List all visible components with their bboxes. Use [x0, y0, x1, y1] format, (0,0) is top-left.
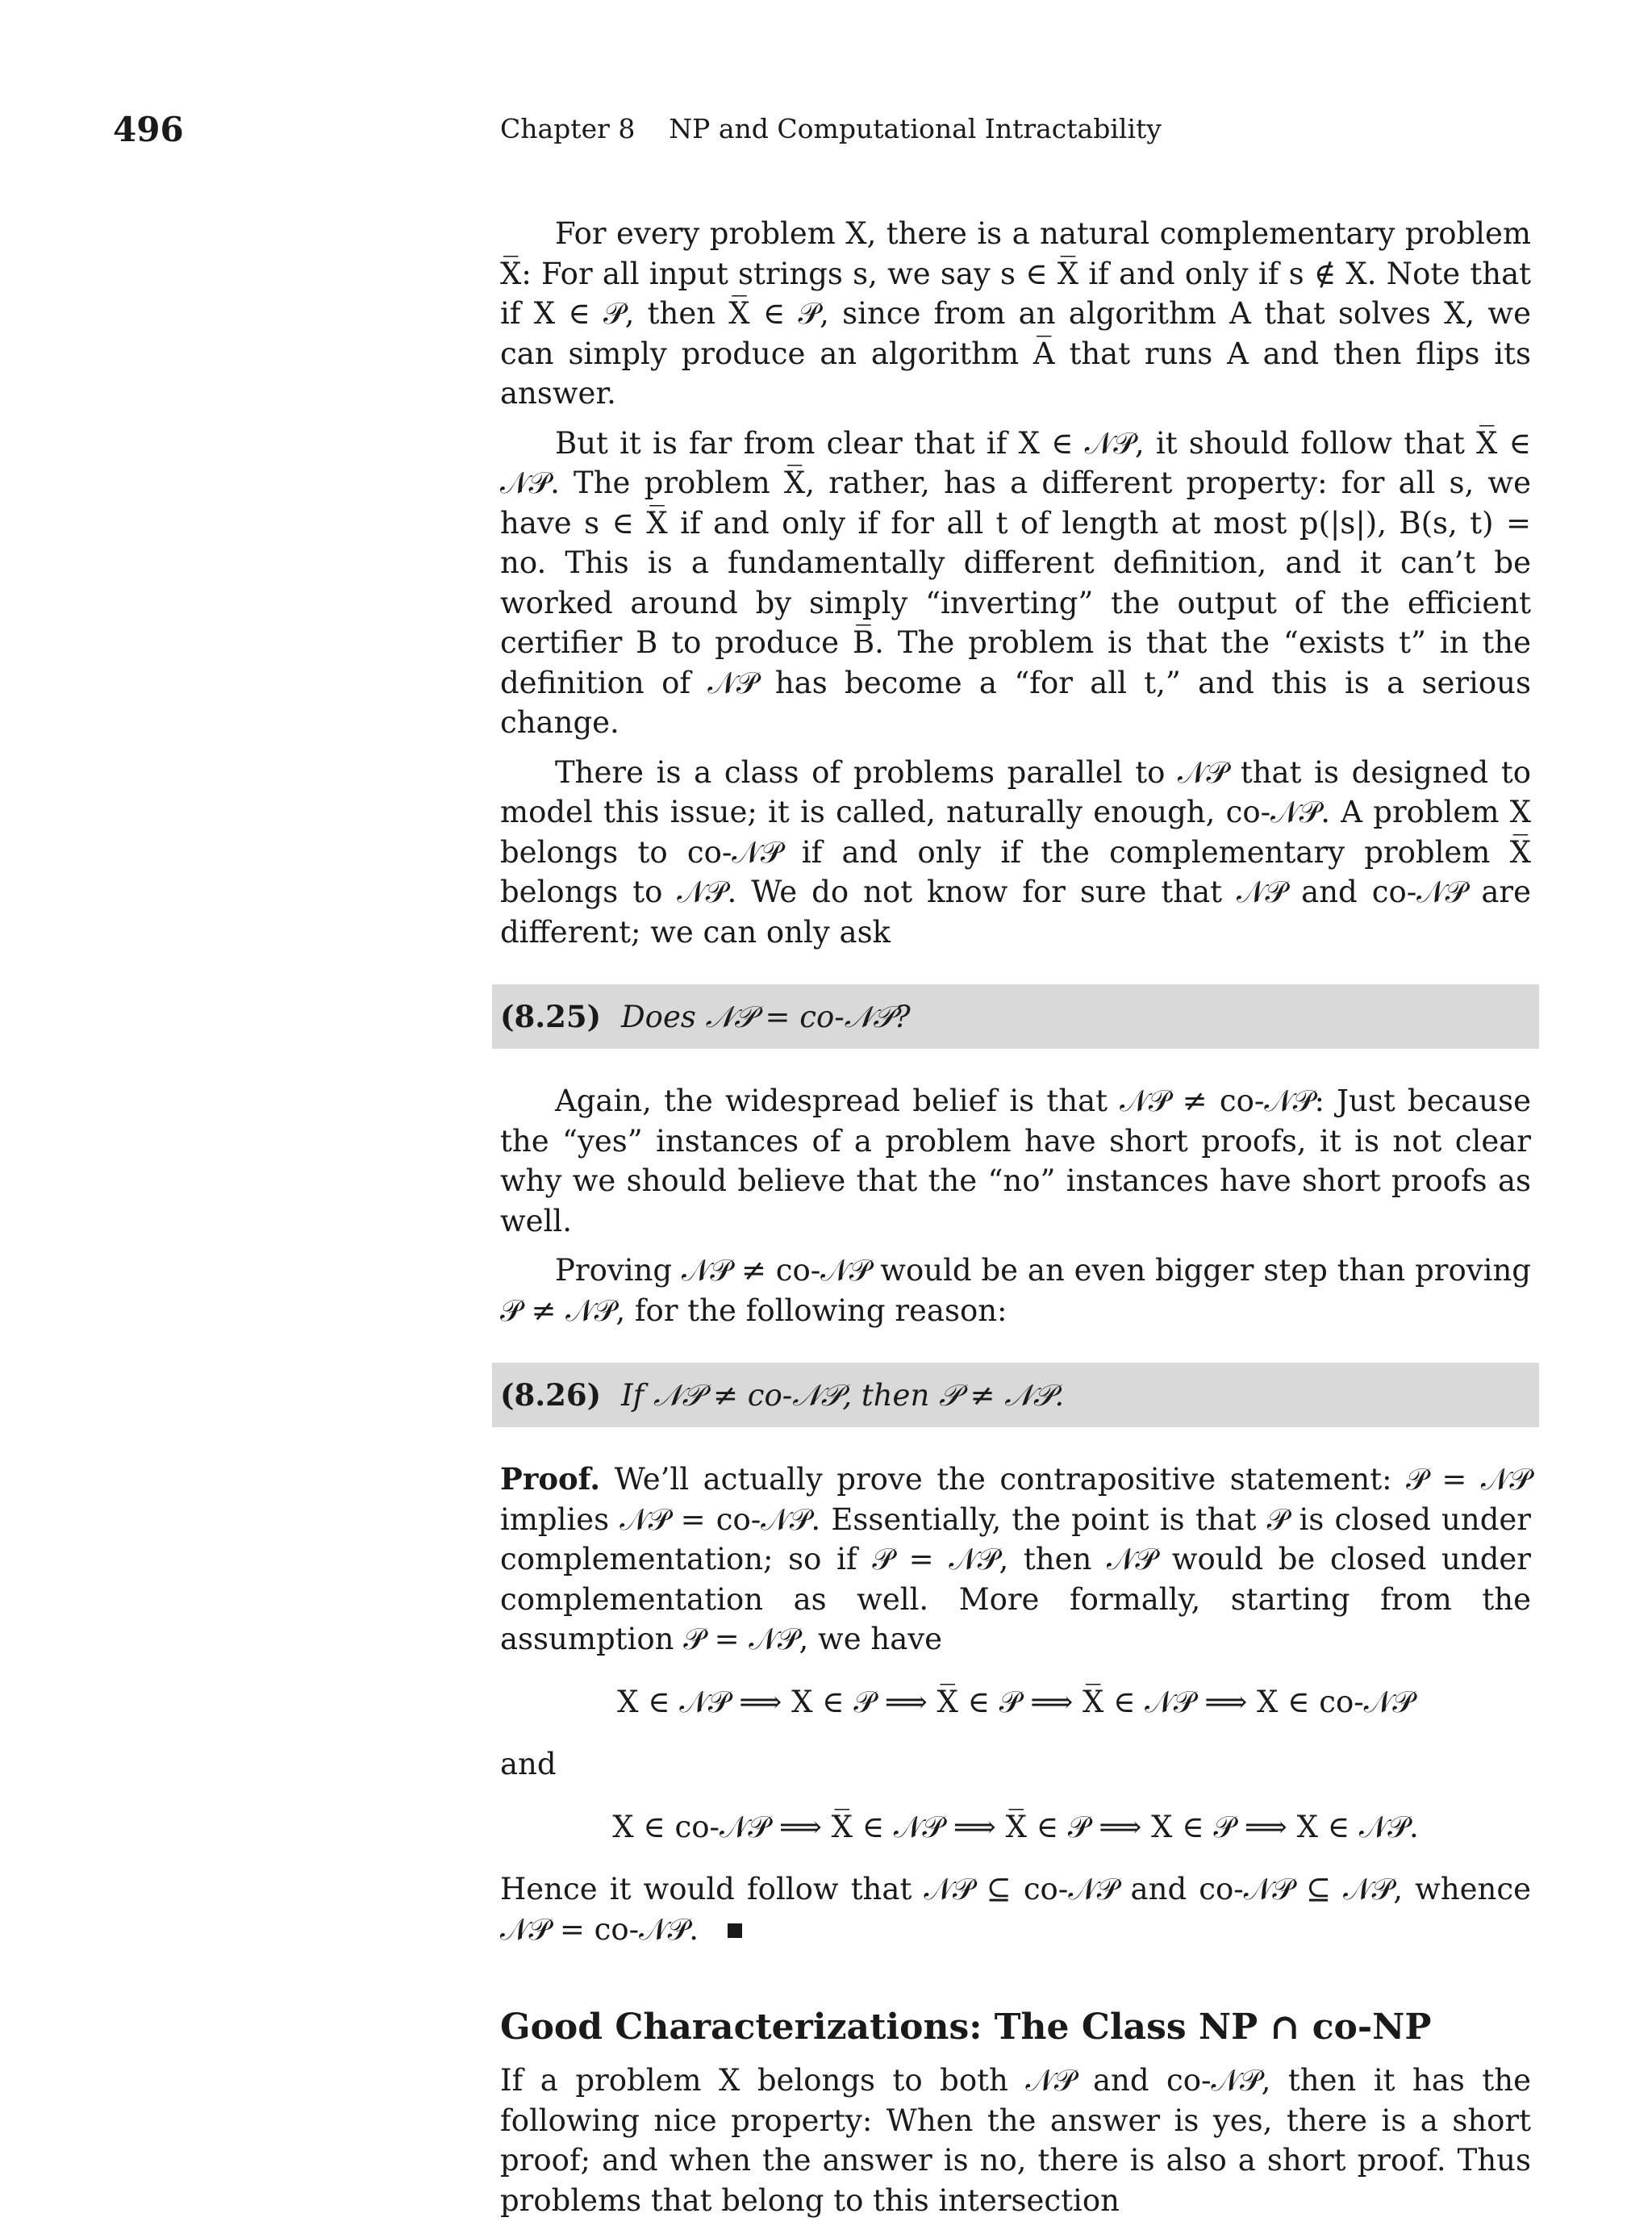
proof-label: Proof. [500, 1461, 601, 1497]
paragraph-complementary-problem: For every problem X, there is a natural complementary problem X̅: For all input strings s, we say s ∈ X̅ if and only if s ∉ X. Note that if X ∈ 𝒫, then X̅ ∈ 𝒫, since from an algorithm A that solves X, we can simply produce an algorithm A̅ that runs A and then flips its answer. [500, 216, 1531, 411]
statement-8-26 [492, 1363, 1539, 1427]
proof-text: We’ll actually prove the contrapositive statement: 𝒫 = 𝒩𝒫 implies 𝒩𝒫 = co-𝒩𝒫. Essentially, the point is that 𝒫 is closed under complementation; so if 𝒫 = 𝒩𝒫, then 𝒩𝒫 would be closed under complementation as well. More formally, starting from the assumption 𝒫 = 𝒩𝒫, we have [500, 1462, 1531, 1656]
statement-text: If 𝒩𝒫 ≠ co-𝒩𝒫, then 𝒫 ≠ 𝒩𝒫. [621, 1378, 1065, 1413]
statement-number: (8.25) [500, 999, 602, 1034]
statement-number: (8.26) [500, 1377, 602, 1413]
proof-paragraph [500, 1460, 1531, 1660]
paragraph-bigger-step: Proving 𝒩𝒫 ≠ co-𝒩𝒫 would be an even bigger step than proving 𝒫 ≠ 𝒩𝒫, for the following reason: [500, 1253, 1531, 1328]
proof-conclusion [500, 1869, 1531, 1949]
page-body [500, 214, 1531, 2230]
qed-square-icon [728, 1923, 742, 1938]
section-heading: Good Characterizations: The Class NP ∩ co-NP [500, 2007, 1432, 2048]
statement-text: Does 𝒩𝒫 = co-𝒩𝒫? [621, 1000, 911, 1034]
display-equation-2: X ∈ co-𝒩𝒫 ⟹ X̅ ∈ 𝒩𝒫 ⟹ X̅ ∈ 𝒫 ⟹ X ∈ 𝒫 ⟹ X ∈ 𝒩𝒫. [612, 1809, 1419, 1844]
conclusion-text: Hence it would follow that 𝒩𝒫 ⊆ co-𝒩𝒫 and co-𝒩𝒫 ⊆ 𝒩𝒫, whence 𝒩𝒫 = co-𝒩𝒫. [500, 1872, 1531, 1947]
connective-and: and [500, 1747, 557, 1781]
page-number: 496 [113, 110, 184, 149]
paragraph-widespread-belief: Again, the widespread belief is that 𝒩𝒫 ≠ co-𝒩𝒫: Just because the “yes” instances of a problem have short proofs, it is not clear why we should believe that the “no” instances have short proofs as well. [500, 1084, 1531, 1238]
paragraph-co-np-definition: There is a class of problems parallel to 𝒩𝒫 that is designed to model this issue; it is called, naturally enough, co-𝒩𝒫. A problem X belongs to co-𝒩𝒫 if and only if the complementary problem X̅ belongs to 𝒩𝒫. We do not know for sure that 𝒩𝒫 and co-𝒩𝒫 are different; we can only ask [500, 754, 1531, 950]
paragraph-np-intersection: If a problem X belongs to both 𝒩𝒫 and co-𝒩𝒫, then it has the following nice property: When the answer is yes, there is a short proof; and when the answer is no, there is also a short proof. Thus problems that belong to this intersection [500, 2063, 1531, 2218]
display-equation-1: X ∈ 𝒩𝒫 ⟹ X ∈ 𝒫 ⟹ X̅ ∈ 𝒫 ⟹ X̅ ∈ 𝒩𝒫 ⟹ X ∈ co-𝒩𝒫 [617, 1684, 1414, 1719]
statement-8-25 [492, 984, 1539, 1049]
paragraph-np-complement: But it is far from clear that if X ∈ 𝒩𝒫, it should follow that X̅ ∈ 𝒩𝒫. The problem X̅, rather, has a different property: for all s, we have s ∈ X̅ if and only if for all t of length at most p(|s|), B(s, t) = no. This is a fundamentally different definition, and it can’t be worked around by simply “inverting” the output of the efficient certifier B to produce B̅. The problem is that the “exists t” in the definition of 𝒩𝒫 has become a “for all t,” and this is a serious change. [500, 425, 1531, 740]
running-head: Chapter 8 NP and Computational Intractability [500, 113, 1162, 144]
